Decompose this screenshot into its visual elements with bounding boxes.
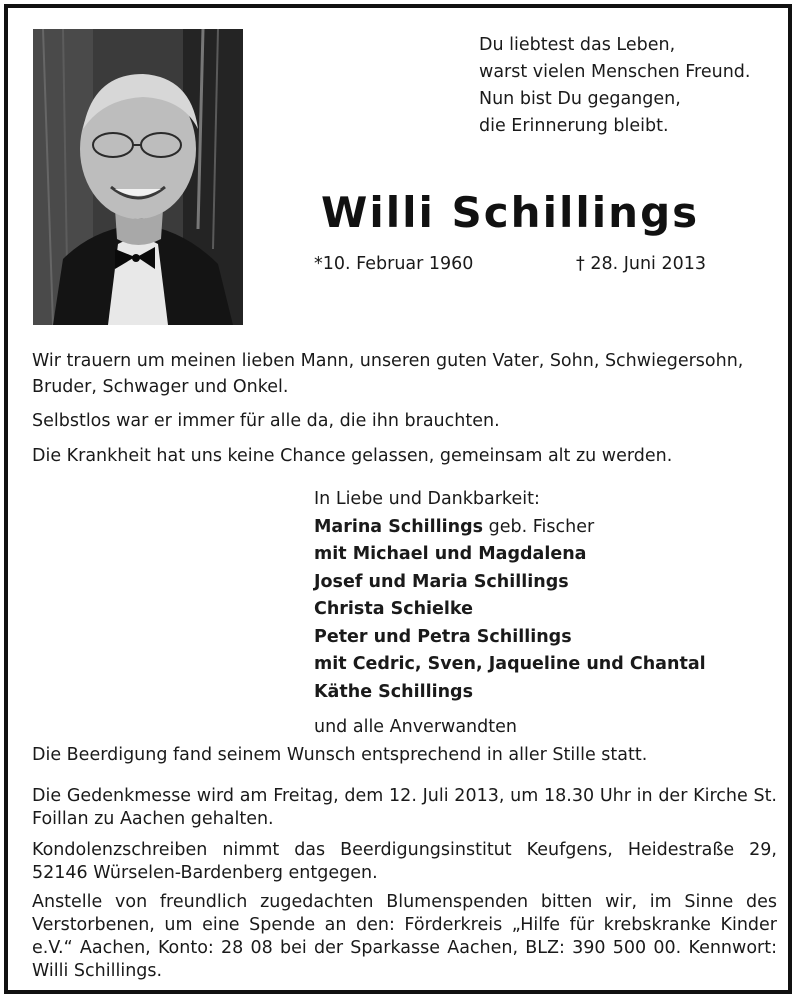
paragraph-funeral: Die Beerdigung fand seinem Wunsch entsprechend in aller Stille statt.	[32, 745, 648, 765]
paragraph-donation: Anstelle von freundlich zugedachten Blumenspenden bitten wir, im Sinne des Verstorbenen, um eine Spende an den: Förderkreis „Hilfe für krebskranke Kinder e.V.“ Aachen, Konto: 28 08 bei der Sparkasse Aachen, BLZ: 390 500 00. Kennwort: Willi Schillings.	[32, 892, 777, 981]
poem-line: Du liebtest das Leben,	[479, 35, 676, 55]
portrait-photo	[33, 29, 243, 325]
mourners-list	[314, 486, 774, 742]
poem-line: die Erinnerung bleibt.	[479, 116, 669, 136]
mourners-closing: und alle Anverwandten	[314, 717, 517, 737]
paragraph-memorial-mass: Die Gedenkmesse wird am Freitag, dem 12. Juli 2013, um 18.30 Uhr in der Kirche St. Foillan zu Aachen gehalten.	[32, 786, 777, 829]
mourner-line: mit Cedric, Sven, Jaqueline und Chantal	[314, 654, 706, 674]
obituary-notice	[4, 4, 792, 994]
paragraph-mourning: Wir trauern um meinen lieben Mann, unseren guten Vater, Sohn, Schwiegersohn, Bruder, Schwager und Onkel.	[32, 351, 744, 397]
portrait-illustration	[33, 29, 243, 325]
mourner-line	[314, 514, 774, 542]
poem-line: warst vielen Menschen Freund.	[479, 62, 751, 82]
mourner-name: Marina Schillings	[314, 516, 484, 537]
paragraph-selfless: Selbstlos war er immer für alle da, die ihn brauchten.	[32, 411, 500, 431]
paragraph-condolences: Kondolenzschreiben nimmt das Beerdigungsinstitut Keufgens, Heidestraße 29, 52146 Würselen-Bardenberg entgegen.	[32, 840, 777, 883]
deceased-name: Willi Schillings	[321, 188, 700, 237]
mourner-line: Josef und Maria Schillings	[314, 571, 569, 592]
mourner-line: mit Michael und Magdalena	[314, 544, 587, 564]
birth-date: *10. Februar 1960	[314, 254, 474, 274]
death-date: † 28. Juni 2013	[576, 254, 707, 274]
mourner-maiden-name: geb. Fischer	[483, 516, 595, 537]
poem-line: Nun bist Du gegangen,	[479, 89, 681, 109]
mourner-line: Christa Schielke	[314, 599, 473, 619]
mourner-line: Peter und Petra Schillings	[314, 626, 572, 647]
mourner-line: Käthe Schillings	[314, 681, 473, 702]
mourners-intro: In Liebe und Dankbarkeit:	[314, 489, 540, 509]
paragraph-illness: Die Krankheit hat uns keine Chance gelassen, gemeinsam alt zu werden.	[32, 446, 673, 466]
poem	[479, 32, 769, 140]
